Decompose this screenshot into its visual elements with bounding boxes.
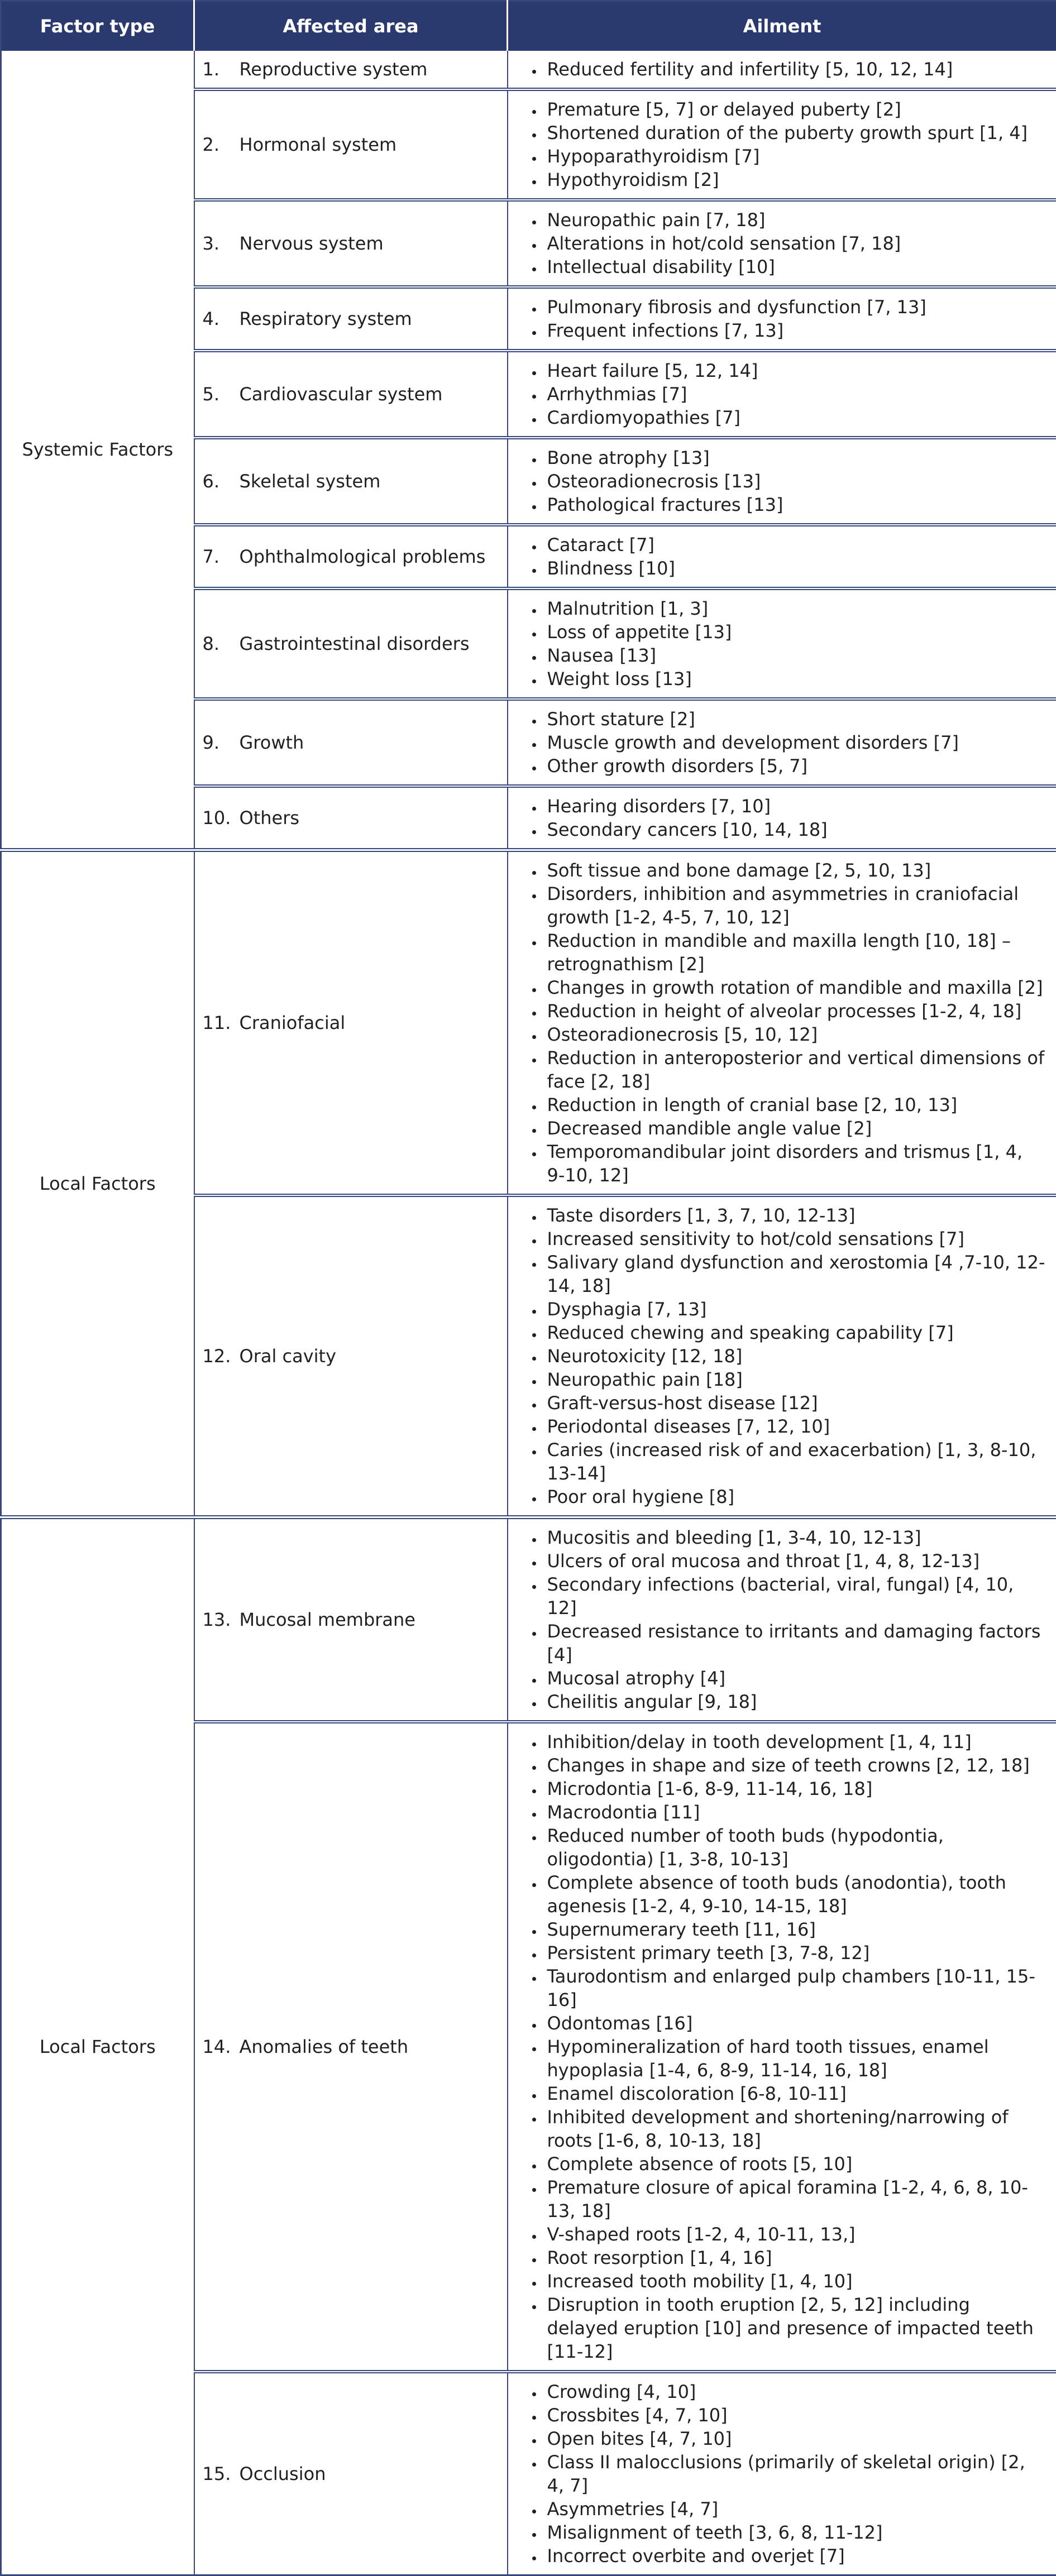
affected-area-label: Craniofacial bbox=[240, 1011, 504, 1035]
affected-area bbox=[203, 1344, 504, 1368]
ailment-item: • Other growth disorders [5, 7] bbox=[544, 754, 1047, 778]
ailment-item: • Increased sensitivity to hot/cold sensations [7] bbox=[544, 1227, 1047, 1251]
ailment-cell bbox=[508, 588, 1056, 699]
ailment-item: • Macrodontia [11] bbox=[544, 1801, 1047, 1824]
ailment-item: • Heart failure [5, 12, 14] bbox=[544, 359, 1047, 382]
ailment-item: • Loss of appetite [13] bbox=[544, 620, 1047, 644]
affected-area-label: Cardiovascular system bbox=[240, 382, 504, 406]
ailment-item: • Pathological fractures [13] bbox=[544, 493, 1047, 516]
ailment-list bbox=[515, 359, 1047, 429]
affected-area-number: 7. bbox=[203, 545, 240, 568]
affected-area-label: Skeletal system bbox=[240, 470, 504, 493]
affected-area-label: Growth bbox=[240, 731, 504, 754]
affected-area-label: Mucosal membrane bbox=[240, 1608, 504, 1631]
affected-area-cell bbox=[194, 699, 508, 786]
affected-area-number: 9. bbox=[203, 731, 240, 754]
ailment-item: • Blindness [10] bbox=[544, 557, 1047, 580]
ailment-item: • Neurotoxicity [12, 18] bbox=[544, 1344, 1047, 1368]
table-row bbox=[1, 850, 1056, 1196]
ailment-item: • Increased tooth mobility [1, 4, 10] bbox=[544, 2269, 1047, 2293]
ailment-cell bbox=[508, 525, 1056, 588]
affected-area bbox=[203, 133, 504, 156]
ailment-item: • Taste disorders [1, 3, 7, 10, 12-13] bbox=[544, 1204, 1047, 1227]
affected-area-number: 15. bbox=[203, 2462, 240, 2486]
affected-area bbox=[203, 307, 504, 331]
ailment-item: • Reduced chewing and speaking capability [7] bbox=[544, 1321, 1047, 1344]
factor-type-cell bbox=[1, 51, 194, 850]
ailment-list bbox=[515, 1204, 1047, 1509]
table-header bbox=[1, 1, 1056, 51]
ailment-item: • Reduced number of tooth buds (hypodontia, oligodontia) [1, 3-8, 10-13] bbox=[544, 1824, 1047, 1871]
ailment-item: • Reduction in anteroposterior and vertical dimensions of face [2, 18] bbox=[544, 1046, 1047, 1093]
ailment-item: • V-shaped roots [1-2, 4, 10-11, 13,] bbox=[544, 2223, 1047, 2246]
affected-area-label: Respiratory system bbox=[240, 307, 504, 331]
ailment-list bbox=[515, 446, 1047, 516]
ailment-cell bbox=[508, 699, 1056, 786]
affected-area-number: 14. bbox=[203, 2035, 240, 2058]
ailment-list bbox=[515, 2380, 1047, 2568]
affected-area-cell bbox=[194, 786, 508, 850]
ailment-item: • Complete absence of roots [5, 10] bbox=[544, 2152, 1047, 2176]
ailment-cell bbox=[508, 287, 1056, 351]
affected-area-number: 12. bbox=[203, 1344, 240, 1368]
ailment-item: • Secondary infections (bacterial, viral, fungal) [4, 10, 12] bbox=[544, 1573, 1047, 1620]
affected-area-cell bbox=[194, 2372, 508, 2575]
ailment-item: • Hypothyroidism [2] bbox=[544, 168, 1047, 191]
affected-area-cell bbox=[194, 89, 508, 200]
affected-area bbox=[203, 232, 504, 255]
affected-area bbox=[203, 470, 504, 493]
affected-area-cell bbox=[194, 1517, 508, 1722]
factor-type-label: Local Factors bbox=[40, 1173, 156, 1194]
ailment-item: • Decreased resistance to irritants and damaging factors [4] bbox=[544, 1620, 1047, 1667]
ailment-item: • Open bites [4, 7, 10] bbox=[544, 2427, 1047, 2450]
ailment-item: • Frequent infections [7, 13] bbox=[544, 319, 1047, 342]
factor-type-cell bbox=[1, 1517, 194, 2575]
ailment-cell bbox=[508, 1722, 1056, 2372]
table-row bbox=[1, 1517, 1056, 1722]
header-ailment: Ailment bbox=[508, 1, 1056, 51]
ailment-item: • Premature closure of apical foramina [1-2, 4, 6, 8, 10-13, 18] bbox=[544, 2176, 1047, 2223]
affected-area-cell bbox=[194, 588, 508, 699]
ailment-item: • Alterations in hot/cold sensation [7, 18] bbox=[544, 232, 1047, 255]
affected-area bbox=[203, 632, 504, 655]
ailment-item: • Supernumerary teeth [11, 16] bbox=[544, 1918, 1047, 1941]
affected-area-cell bbox=[194, 200, 508, 287]
ailment-item: • Decreased mandible angle value [2] bbox=[544, 1117, 1047, 1140]
ailment-item: • Root resorption [1, 4, 16] bbox=[544, 2246, 1047, 2269]
ailment-list bbox=[515, 1730, 1047, 2363]
affected-area-label: Others bbox=[240, 806, 504, 830]
ailment-item: • Persistent primary teeth [3, 7-8, 12] bbox=[544, 1941, 1047, 1965]
affected-area bbox=[203, 382, 504, 406]
ailment-item: • Dysphagia [7, 13] bbox=[544, 1297, 1047, 1321]
ailment-item: • Osteoradionecrosis [13] bbox=[544, 470, 1047, 493]
affected-area-cell bbox=[194, 1722, 508, 2372]
ailment-item: • Crossbites [4, 7, 10] bbox=[544, 2403, 1047, 2427]
affected-area bbox=[203, 58, 504, 81]
affected-area-label: Ophthalmological problems bbox=[240, 545, 504, 568]
ailment-item: • Reduced fertility and infertility [5, 10, 12, 14] bbox=[544, 58, 1047, 81]
ailment-item: • Cataract [7] bbox=[544, 533, 1047, 557]
affected-area-number: 4. bbox=[203, 307, 240, 331]
factor-type-label: Systemic Factors bbox=[22, 439, 173, 460]
affected-area bbox=[203, 1011, 504, 1035]
affected-area-number: 8. bbox=[203, 632, 240, 655]
ailment-list bbox=[515, 58, 1047, 81]
ailment-cell bbox=[508, 51, 1056, 89]
ailment-cell bbox=[508, 1195, 1056, 1517]
ailment-item: • Hearing disorders [7, 10] bbox=[544, 794, 1047, 818]
ailment-item: • Shortened duration of the puberty growth spurt [1, 4] bbox=[544, 121, 1047, 145]
ailment-item: • Caries (increased risk of and exacerbation) [1, 3, 8-10, 13-14] bbox=[544, 1438, 1047, 1485]
ailment-item: • Arrhythmias [7] bbox=[544, 382, 1047, 406]
ailment-list bbox=[515, 295, 1047, 342]
ailment-list bbox=[515, 707, 1047, 778]
table-body bbox=[1, 51, 1056, 2575]
affected-area-cell bbox=[194, 525, 508, 588]
ailment-item: • Reduction in mandible and maxilla length [10, 18] – retrognathism [2] bbox=[544, 929, 1047, 976]
ailment-item: • Inhibition/delay in tooth development [1, 4, 11] bbox=[544, 1730, 1047, 1754]
ailment-item: • Poor oral hygiene [8] bbox=[544, 1485, 1047, 1509]
ailment-item: • Osteoradionecrosis [5, 10, 12] bbox=[544, 1023, 1047, 1046]
ailment-item: • Hypomineralization of hard tooth tissues, enamel hypoplasia [1-4, 6, 8-9, 11-14, 16, 18] bbox=[544, 2035, 1047, 2082]
ailment-list bbox=[515, 597, 1047, 691]
affected-area-label: Reproductive system bbox=[240, 58, 504, 81]
ailment-item: • Weight loss [13] bbox=[544, 667, 1047, 691]
affected-area-cell bbox=[194, 438, 508, 525]
affected-area bbox=[203, 731, 504, 754]
table-row bbox=[1, 51, 1056, 89]
affected-area-cell bbox=[194, 287, 508, 351]
ailment-cell bbox=[508, 786, 1056, 850]
ailment-cell bbox=[508, 200, 1056, 287]
ailment-cell bbox=[508, 351, 1056, 438]
ailment-item: • Soft tissue and bone damage [2, 5, 10, 13] bbox=[544, 859, 1047, 882]
affected-area-cell bbox=[194, 1195, 508, 1517]
ailment-item: • Neuropathic pain [18] bbox=[544, 1368, 1047, 1391]
affected-area bbox=[203, 1608, 504, 1631]
affected-area-cell bbox=[194, 850, 508, 1196]
ailment-item: • Reduction in length of cranial base [2, 10, 13] bbox=[544, 1093, 1047, 1117]
ailment-item: • Salivary gland dysfunction and xerostomia [4 ,7-10, 12-14, 18] bbox=[544, 1251, 1047, 1297]
ailment-item: • Disorders, inhibition and asymmetries in craniofacial growth [1-2, 4-5, 7, 10, 12] bbox=[544, 882, 1047, 929]
ailment-list bbox=[515, 794, 1047, 841]
ailment-item: • Pulmonary fibrosis and dysfunction [7, 13] bbox=[544, 295, 1047, 319]
ailment-list bbox=[515, 859, 1047, 1187]
ailment-item: • Incorrect overbite and overjet [7] bbox=[544, 2544, 1047, 2568]
ailment-item: • Disruption in tooth eruption [2, 5, 12] including delayed eruption [10] and presence of impacted teeth [11-12] bbox=[544, 2293, 1047, 2363]
ailment-item: • Ulcers of oral mucosa and throat [1, 4, 8, 12-13] bbox=[544, 1549, 1047, 1573]
ailment-item: • Intellectual disability [10] bbox=[544, 255, 1047, 279]
ailment-cell bbox=[508, 1517, 1056, 1722]
affected-area-number: 5. bbox=[203, 382, 240, 406]
affected-area-label: Oral cavity bbox=[240, 1344, 504, 1368]
affected-area-label: Occlusion bbox=[240, 2462, 504, 2486]
ailment-item: • Bone atrophy [13] bbox=[544, 446, 1047, 470]
affected-area-number: 11. bbox=[203, 1011, 240, 1035]
ailment-item: • Short stature [2] bbox=[544, 707, 1047, 731]
ailment-item: • Hypoparathyroidism [7] bbox=[544, 145, 1047, 168]
ailment-item: • Changes in growth rotation of mandible and maxilla [2] bbox=[544, 976, 1047, 999]
ailment-item: • Neuropathic pain [7, 18] bbox=[544, 208, 1047, 232]
ailment-item: • Cardiomyopathies [7] bbox=[544, 406, 1047, 429]
affected-area-number: 10. bbox=[203, 806, 240, 830]
ailment-cell bbox=[508, 850, 1056, 1196]
header-affected-area: Affected area bbox=[194, 1, 508, 51]
ailment-item: • Mucositis and bleeding [1, 3-4, 10, 12-13] bbox=[544, 1526, 1047, 1549]
factor-type-cell bbox=[1, 850, 194, 1517]
ailment-item: • Reduction in height of alveolar processes [1-2, 4, 18] bbox=[544, 999, 1047, 1023]
affected-area bbox=[203, 2462, 504, 2486]
ailment-item: • Crowding [4, 10] bbox=[544, 2380, 1047, 2403]
ailment-item: • Nausea [13] bbox=[544, 644, 1047, 667]
ailment-item: • Malnutrition [1, 3] bbox=[544, 597, 1047, 620]
ailment-cell bbox=[508, 438, 1056, 525]
affected-area-number: 3. bbox=[203, 232, 240, 255]
ailment-item: • Microdontia [1-6, 8-9, 11-14, 16, 18] bbox=[544, 1777, 1047, 1801]
ailment-item: • Cheilitis angular [9, 18] bbox=[544, 1690, 1047, 1713]
affected-area bbox=[203, 545, 504, 568]
ailment-cell bbox=[508, 2372, 1056, 2575]
affected-area-number: 2. bbox=[203, 133, 240, 156]
factor-type-label: Local Factors bbox=[40, 2036, 156, 2057]
ailment-item: • Complete absence of tooth buds (anodontia), tooth agenesis [1-2, 4, 9-10, 14-15, 18] bbox=[544, 1871, 1047, 1918]
ailment-item: • Taurodontism and enlarged pulp chambers [10-11, 15-16] bbox=[544, 1965, 1047, 2012]
ailment-item: • Premature [5, 7] or delayed puberty [2] bbox=[544, 98, 1047, 121]
ailment-list bbox=[515, 1526, 1047, 1713]
ailment-list bbox=[515, 533, 1047, 580]
ailment-item: • Inhibited development and shortening/narrowing of roots [1-6, 8, 10-13, 18] bbox=[544, 2105, 1047, 2152]
ailment-item: • Class II malocclusions (primarily of skeletal origin) [2, 4, 7] bbox=[544, 2450, 1047, 2497]
ailment-list bbox=[515, 98, 1047, 191]
ailment-list bbox=[515, 208, 1047, 279]
header-factor-type: Factor type bbox=[1, 1, 194, 51]
ailment-cell bbox=[508, 89, 1056, 200]
affected-area-number: 6. bbox=[203, 470, 240, 493]
ailment-item: • Changes in shape and size of teeth crowns [2, 12, 18] bbox=[544, 1754, 1047, 1777]
ailment-item: • Asymmetries [4, 7] bbox=[544, 2497, 1047, 2521]
affected-area-number: 13. bbox=[203, 1608, 240, 1631]
affected-area-label: Hormonal system bbox=[240, 133, 504, 156]
ailment-item: • Graft-versus-host disease [12] bbox=[544, 1391, 1047, 1415]
affected-area-number: 1. bbox=[203, 58, 240, 81]
affected-area-cell bbox=[194, 51, 508, 89]
ailment-item: • Secondary cancers [10, 14, 18] bbox=[544, 818, 1047, 841]
ailment-item: • Enamel discoloration [6-8, 10-11] bbox=[544, 2082, 1047, 2105]
affected-area-cell bbox=[194, 351, 508, 438]
ailment-item: • Mucosal atrophy [4] bbox=[544, 1667, 1047, 1690]
ailment-item: • Misalignment of teeth [3, 6, 8, 11-12] bbox=[544, 2521, 1047, 2544]
ailment-item: • Muscle growth and development disorders [7] bbox=[544, 731, 1047, 754]
affected-area-label: Nervous system bbox=[240, 232, 504, 255]
ailment-item: • Periodontal diseases [7, 12, 10] bbox=[544, 1415, 1047, 1438]
ailment-item: • Odontomas [16] bbox=[544, 2012, 1047, 2035]
affected-area-label: Gastrointestinal disorders bbox=[240, 632, 504, 655]
affected-area bbox=[203, 2035, 504, 2058]
affected-area bbox=[203, 806, 504, 830]
affected-area-label: Anomalies of teeth bbox=[240, 2035, 504, 2058]
ailment-item: • Temporomandibular joint disorders and trismus [1, 4, 9-10, 12] bbox=[544, 1140, 1047, 1187]
